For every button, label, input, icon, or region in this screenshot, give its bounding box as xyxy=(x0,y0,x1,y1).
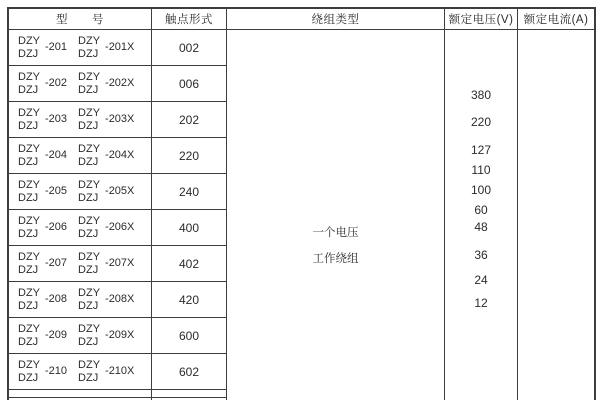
model-variant-x xyxy=(78,71,134,97)
model-prefix-top: DZY xyxy=(78,106,101,119)
rated-voltage-value: 100 xyxy=(470,183,492,197)
model-variant-plain xyxy=(18,323,67,349)
model-prefix-top: DZY xyxy=(18,106,40,119)
model-prefix-top: DZY xyxy=(18,214,40,227)
model-suffix: -208X xyxy=(105,293,135,305)
cutoff-row-model-cell xyxy=(9,390,152,398)
model-prefix-bottom: DZJ xyxy=(18,263,39,276)
model-suffix: -208 xyxy=(45,293,68,305)
contact-form-cell: 202 xyxy=(152,102,227,138)
model-variant-plain xyxy=(18,251,67,277)
contact-form-cell: 002 xyxy=(152,30,227,66)
model-suffix: -204X xyxy=(105,149,135,161)
rated-voltage-value: 127 xyxy=(470,143,492,157)
model-prefix-bottom: DZJ xyxy=(78,299,99,312)
winding-type-cell xyxy=(227,30,445,400)
model-prefix-bottom: DZJ xyxy=(18,371,39,384)
model-prefix-bottom: DZJ xyxy=(78,335,99,348)
model-prefix-bottom: DZJ xyxy=(18,335,39,348)
model-prefix-top: DZY xyxy=(78,358,101,371)
contact-form-cell: 240 xyxy=(152,174,227,210)
model-suffix: -206X xyxy=(105,221,135,233)
model-prefix-bottom: DZJ xyxy=(78,155,99,168)
contact-form-cell: 400 xyxy=(152,210,227,246)
model-suffix: -202X xyxy=(105,77,135,89)
model-variant-plain xyxy=(18,359,67,385)
model-variant-x xyxy=(78,215,134,241)
rated-voltage-value: 110 xyxy=(471,163,491,177)
model-variant-x xyxy=(78,323,134,349)
model-cell xyxy=(9,282,152,318)
model-suffix: -203X xyxy=(105,113,135,125)
model-cell xyxy=(9,210,152,246)
model-suffix: -210X xyxy=(105,365,135,377)
model-prefix-bottom: DZJ xyxy=(78,83,99,96)
model-variant-x xyxy=(78,107,134,133)
rated-voltage-value: 36 xyxy=(474,248,488,262)
model-suffix: -202 xyxy=(45,77,68,89)
model-suffix: -201 xyxy=(45,41,68,53)
model-prefix-top: DZY xyxy=(78,34,101,47)
model-cell xyxy=(9,102,152,138)
model-prefix-bottom: DZJ xyxy=(78,191,99,204)
model-variant-plain xyxy=(18,35,67,61)
contact-form-cell: 420 xyxy=(152,282,227,318)
model-variant-plain xyxy=(18,71,67,97)
model-prefix-bottom: DZJ xyxy=(18,191,39,204)
rated-voltage-value: 220 xyxy=(470,115,492,129)
model-prefix-bottom: DZJ xyxy=(78,371,99,384)
model-prefix-top: DZY xyxy=(18,322,40,335)
model-suffix: -203 xyxy=(45,113,68,125)
model-prefix-bottom: DZJ xyxy=(78,227,99,240)
model-suffix: -204 xyxy=(45,149,68,161)
model-prefix-bottom: DZJ xyxy=(18,155,39,168)
winding-type-line-1: 一个电压 xyxy=(312,227,359,239)
model-suffix: -205 xyxy=(45,185,68,197)
model-prefix-top: DZY xyxy=(18,358,40,371)
rated-voltage-value: 48 xyxy=(474,220,488,234)
model-suffix: -209X xyxy=(105,329,135,341)
contact-form-cell: 600 xyxy=(152,318,227,354)
model-cell xyxy=(9,174,152,210)
model-variant-x xyxy=(78,143,134,169)
model-suffix: -205X xyxy=(105,185,135,197)
header-rated-current: 额定电流(A) xyxy=(518,9,594,30)
model-prefix-top: DZY xyxy=(18,178,40,191)
model-variant-x xyxy=(78,359,134,385)
model-suffix: -209 xyxy=(45,329,68,341)
winding-type-line-2: 工作绕组 xyxy=(312,253,359,265)
header-model: 型 号 xyxy=(9,9,152,30)
model-suffix: -210 xyxy=(45,365,68,377)
cutoff-row-contact-cell xyxy=(152,390,227,398)
model-prefix-top: DZY xyxy=(18,250,40,263)
rated-voltage-value: 24 xyxy=(474,273,488,287)
model-variant-x xyxy=(78,251,134,277)
model-prefix-bottom: DZJ xyxy=(18,47,39,60)
header-winding-type: 绕组类型 xyxy=(227,9,445,30)
model-prefix-top: DZY xyxy=(78,142,101,155)
model-prefix-top: DZY xyxy=(18,142,40,155)
model-variant-plain xyxy=(18,287,67,313)
contact-form-cell: 220 xyxy=(152,138,227,174)
rated-voltage-cell xyxy=(445,30,518,400)
model-prefix-top: DZY xyxy=(78,70,101,83)
model-prefix-bottom: DZJ xyxy=(78,263,99,276)
model-prefix-bottom: DZJ xyxy=(18,119,39,132)
model-prefix-top: DZY xyxy=(78,178,101,191)
model-prefix-bottom: DZJ xyxy=(78,119,99,132)
rated-current-cell xyxy=(518,30,594,400)
contact-form-cell: 402 xyxy=(152,246,227,282)
model-cell xyxy=(9,138,152,174)
model-variant-x xyxy=(78,179,134,205)
model-variant-plain xyxy=(18,107,67,133)
spec-table xyxy=(7,7,596,400)
model-cell xyxy=(9,318,152,354)
model-variant-x xyxy=(78,287,134,313)
header-contact-form: 触点形式 xyxy=(152,9,227,30)
header-rated-voltage: 额定电压(V) xyxy=(445,9,518,30)
model-prefix-top: DZY xyxy=(18,34,40,47)
model-prefix-bottom: DZJ xyxy=(78,47,99,60)
rated-voltage-value: 380 xyxy=(470,88,492,102)
model-variant-plain xyxy=(18,143,67,169)
rated-voltage-value: 60 xyxy=(474,203,488,217)
model-variant-x xyxy=(78,35,134,61)
model-prefix-top: DZY xyxy=(18,70,40,83)
model-prefix-top: DZY xyxy=(78,286,101,299)
contact-form-cell: 006 xyxy=(152,66,227,102)
model-prefix-bottom: DZJ xyxy=(18,227,39,240)
model-variant-plain xyxy=(18,215,67,241)
model-cell xyxy=(9,30,152,66)
model-suffix: -206 xyxy=(45,221,68,233)
model-prefix-top: DZY xyxy=(78,322,101,335)
model-prefix-top: DZY xyxy=(18,286,40,299)
contact-form-cell: 602 xyxy=(152,354,227,390)
model-prefix-bottom: DZJ xyxy=(18,299,39,312)
model-variant-plain xyxy=(18,179,67,205)
model-cell xyxy=(9,354,152,390)
model-prefix-bottom: DZJ xyxy=(18,83,39,96)
model-suffix: -207 xyxy=(45,257,68,269)
model-cell xyxy=(9,246,152,282)
model-suffix: -207X xyxy=(105,257,135,269)
model-prefix-top: DZY xyxy=(78,250,101,263)
model-suffix: -201X xyxy=(105,41,135,53)
model-prefix-top: DZY xyxy=(78,214,101,227)
model-cell xyxy=(9,66,152,102)
rated-voltage-value: 12 xyxy=(474,296,488,310)
